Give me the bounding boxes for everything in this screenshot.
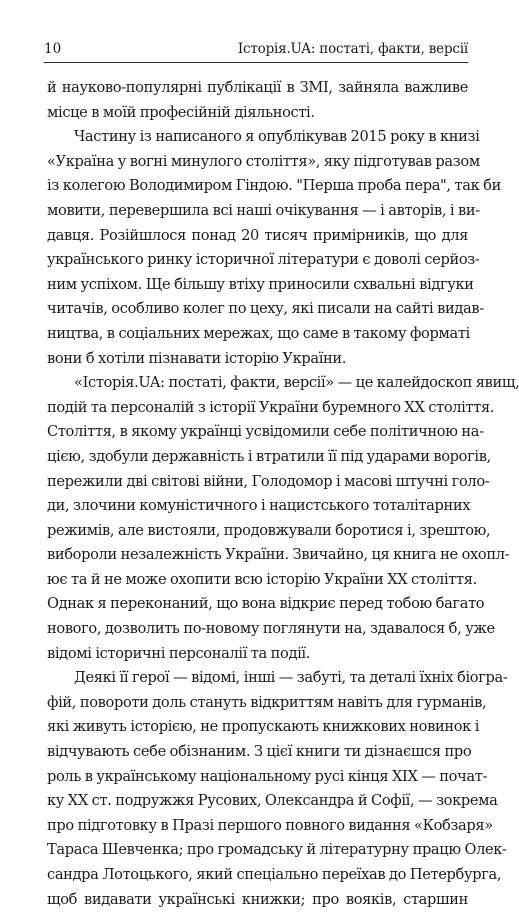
text-line: ює та й не може охопити всю історію України XX століття. xyxy=(47,570,477,588)
text-line: місце в моїй професійній діяльності. xyxy=(47,103,315,121)
text-line: фій, повороти доль стануть відкриттям навіть для гурманів, xyxy=(47,693,487,711)
text-line: роль в українському національному русі кінця XIX — почат- xyxy=(47,767,488,785)
text-line: мовити, перевершила всі наші очікування — і авторів, і ви- xyxy=(47,201,480,219)
text-line: нового, дозволить по-новому поглянути на, здавалося б, уже xyxy=(47,620,495,638)
page-number: 10 xyxy=(44,41,62,57)
text-line: подій та персоналій з історії України буремного XX століття. xyxy=(47,398,495,416)
text-line: цією, здобули державність і втратили її під ударами ворогів, xyxy=(47,447,491,465)
text-line: й науково-популярні публікації в ЗМІ, зайняла важливе xyxy=(47,79,468,96)
text-line: щоб видавати українські книжки; про вояків, старшин xyxy=(47,890,468,908)
text-line: Тараса Шевченка; про громадську й літературну працю Олек- xyxy=(47,841,507,859)
text-line: які живуть історією, не пропускають книжкових новинок і xyxy=(47,718,480,736)
running-title: Історія.UA: постаті, факти, версії xyxy=(237,41,468,57)
text-line: про підготовку в Празі першого повного видання «Кобзаря» xyxy=(47,816,493,834)
text-line: ку XX ст. подружжя Русових, Олександра й Софії, — зокрема xyxy=(47,792,498,810)
text-line: вибороли незалежність України. Звичайно, ця книга не охопл- xyxy=(47,546,510,564)
text-line: Однак я переконаний, що вона відкриє перед тобою багато xyxy=(47,595,485,613)
text-line: із колегою Володимиром Гіндою. "Перша проба пера", так би xyxy=(47,177,501,195)
text-line: режимів, але вистояли, продовжували боротися і, зрештою, xyxy=(47,521,491,539)
text-line: відчувають себе обізнаним. З цієї книги ти дізнаєшся про xyxy=(47,743,472,761)
text-line: вони б хотіли пізнавати історію України. xyxy=(47,349,347,367)
text-line: сандра Лотоцького, який спеціально переїхав до Петербурга, xyxy=(47,866,502,883)
text-line: Деякі її герої — відомі, інші — забуті, та деталі їхніх біогра- xyxy=(74,669,508,687)
text-line: пережили дві світові війни, Голодомор і масові штучні голо- xyxy=(47,472,490,490)
text-line: ництва, в соціальних мережах, що саме в такому форматі xyxy=(47,324,470,342)
text-line: ним успіхом. Ще більшу втіху приносили схвальні відгуки xyxy=(47,275,474,293)
text-line: Століття, в якому українці усвідомили себе політичною на- xyxy=(47,423,484,441)
text-line: давця. Розійшлося понад 20 тисяч примірників, що для xyxy=(47,226,468,244)
text-line: відомі історичні персоналії та події. xyxy=(47,644,311,662)
text-line: читачів, особливо колег по цеху, які писали на сайті видав- xyxy=(47,300,484,318)
text-line: ди, злочини комуністичного і нацистського тоталітарних xyxy=(47,497,471,515)
text-line: «Україна у вогні минулого століття», яку підготував разом xyxy=(47,152,480,170)
text-line: українського ринку історичної літератури є доволі серйоз- xyxy=(47,251,480,269)
body-text xyxy=(47,76,519,912)
running-header xyxy=(44,36,468,63)
text-line: «Історія.UA: постаті, факти, версії» — це калейдоскоп явищ, xyxy=(74,374,519,392)
text-line: Частину із написаного я опублікував 2015 року в книзі xyxy=(74,128,480,146)
